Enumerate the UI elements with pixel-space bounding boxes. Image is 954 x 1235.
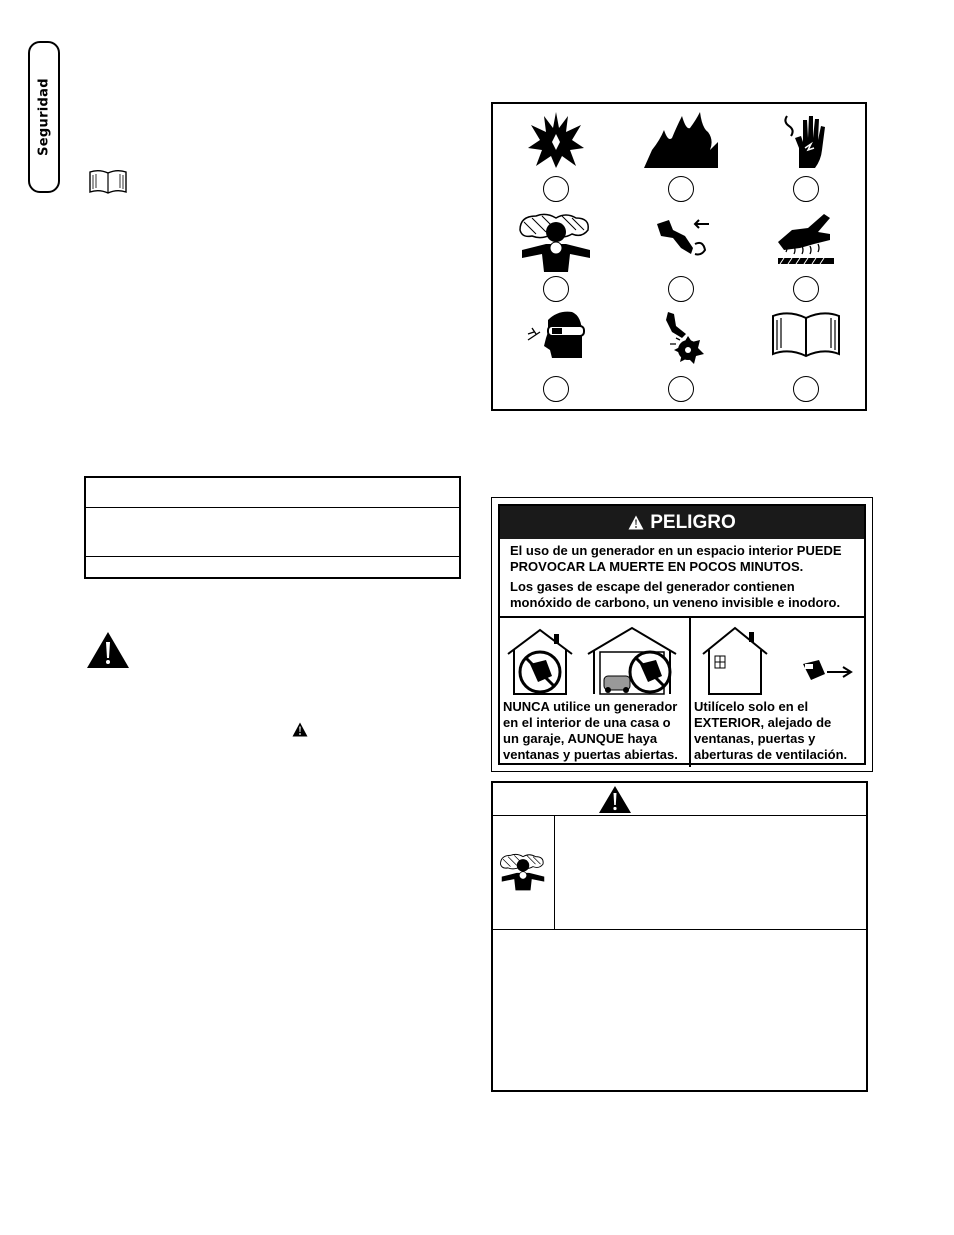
toxic-fumes-icon [516,210,596,272]
hazard-cell [743,204,868,304]
hazard-cell [618,304,743,404]
outdoor-use-panel [691,618,864,767]
hazard-cell [743,304,868,404]
warning-triangle-icon [86,631,130,669]
read-manual-icon [88,168,128,196]
eye-protection-icon [526,310,586,360]
number-circle [793,376,819,402]
toxic-fumes-icon [498,850,548,892]
fire-icon [642,110,720,170]
outdoor-use-icon [701,624,861,696]
number-circle [793,276,819,302]
moving-parts-icon [656,310,706,370]
outdoor-use-caption: Utilícelo solo en el EXTERIOR, alejado de ventanas, puertas y aberturas de ventilación. [694,699,848,762]
number-circle [793,176,819,202]
number-circle [668,276,694,302]
hazard-cell [493,204,618,304]
section-tab [28,41,60,193]
hazard-cell [618,204,743,304]
indoor-prohibited-panel [500,618,691,767]
danger-label [491,497,873,772]
danger-line-2: Los gases de escape del generador contienen monóxido de carbono, un veneno invisible e inodoro. [510,579,841,610]
number-circle [668,176,694,202]
electric-shock-icon [781,110,831,170]
danger-line-1: El uso de un generador en un espacio interior PUEDE PROVOCAR LA MUERTE EN POCOS MINUTOS. [510,543,842,574]
hazard-cell [618,104,743,204]
kickback-icon [651,210,711,270]
warning-box-header [493,783,866,816]
warning-triangle-icon [292,722,308,737]
info-table [84,476,461,579]
danger-header [500,506,864,539]
indoor-warning-caption: NUNCA utilice un generador en el interior de una casa o un garaje, AUNQUE haya ventanas y puertas abiertas. [503,699,678,762]
read-manual-icon [771,310,841,360]
table-row [86,557,459,577]
hot-surface-icon [774,210,838,270]
hazard-cell [493,104,618,204]
no-indoor-use-icon [504,624,684,696]
warning-box-icon-cell [493,816,555,929]
number-circle [543,276,569,302]
hazard-cell [743,104,868,204]
warning-box [491,781,868,1092]
explosion-icon [526,110,586,170]
section-tab-label: Seguridad [36,78,52,156]
warning-box-text-cell [555,816,866,929]
table-row [86,508,459,557]
number-circle [668,376,694,402]
hazard-cell [493,304,618,404]
danger-header-text: PELIGRO [650,511,736,533]
warning-triangle-icon [628,515,644,530]
hazard-symbols-panel [491,102,867,411]
number-circle [543,176,569,202]
table-row [86,478,459,508]
number-circle [543,376,569,402]
warning-triangle-icon [598,785,632,814]
